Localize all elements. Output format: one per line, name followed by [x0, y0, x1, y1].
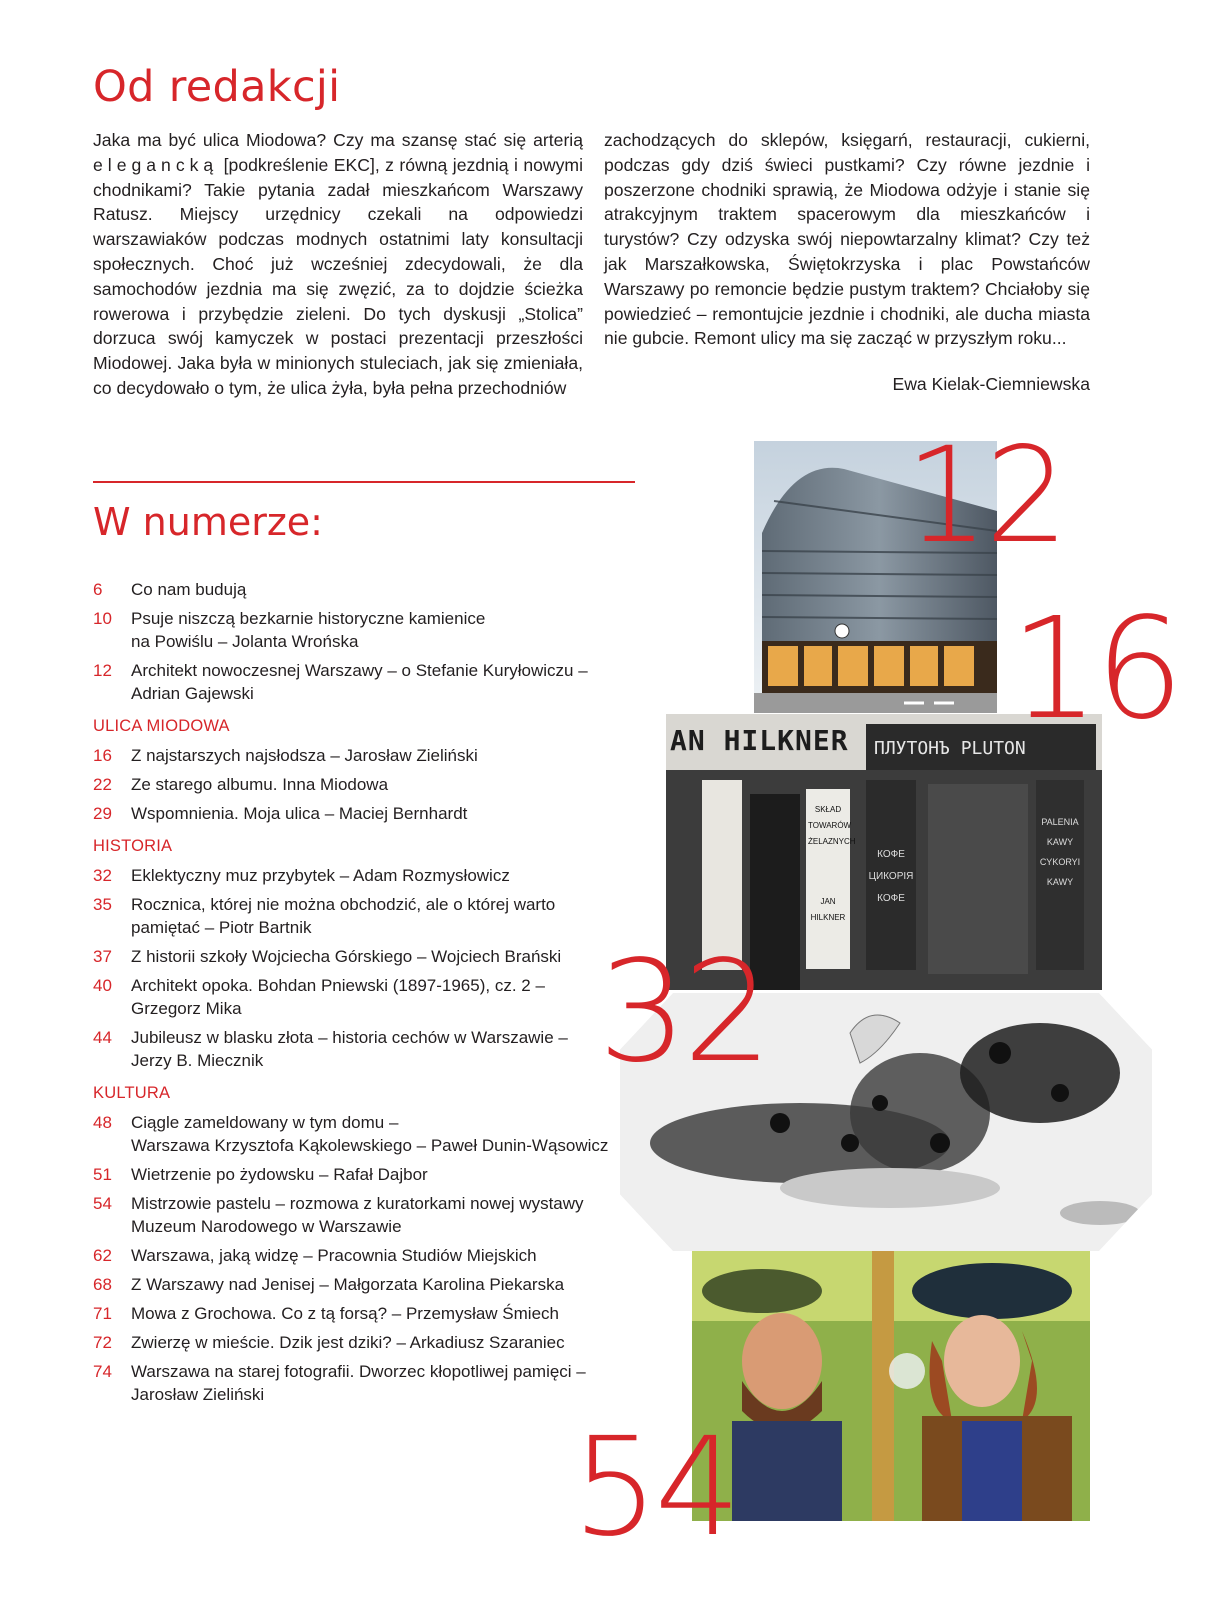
toc-entry-line: Rocznica, której nie można obchodzić, ale o której warto	[131, 895, 556, 914]
editorial-signature: Ewa Kielak-Ciemniewska	[892, 374, 1090, 394]
toc-page-number: 71	[93, 1304, 112, 1323]
toc-page-number: 62	[93, 1246, 112, 1265]
toc-entry-line: Warszawa na starej fotografii. Dworzec kłopotliwej pamięci –	[131, 1362, 586, 1381]
toc-entry-title	[131, 1111, 633, 1157]
toc-entry-title	[131, 578, 633, 601]
toc-entry-title	[131, 1163, 633, 1186]
shop-sign-right: ПЛУТОНЪ PLUTON	[874, 738, 1026, 759]
painting-two-figures	[692, 1251, 1090, 1521]
toc-entry-title	[131, 744, 633, 767]
toc-entry-line: Mowa z Grochowa. Co z tą forsą? – Przemysław Śmiech	[131, 1304, 559, 1323]
list-item	[93, 1360, 633, 1406]
toc-page-number: 35	[93, 895, 112, 914]
toc-entry-line: Warszawa Krzysztofa Kąkolewskiego – Paweł Dunin-Wąsowicz	[131, 1136, 609, 1155]
toc-page-number: 68	[93, 1275, 112, 1294]
toc-entry-line: pamiętać – Piotr Bartnik	[131, 918, 312, 937]
toc-page-number: 74	[93, 1362, 112, 1381]
toc-entry-line: Z najstarszych najsłodsza – Jarosław Zieliński	[131, 746, 478, 765]
page-number-16: 16	[1010, 588, 1181, 751]
toc-entry-title	[131, 1360, 633, 1406]
toc-section-heading: ULICA MIODOWA	[93, 717, 230, 735]
toc-page-number: 22	[93, 775, 112, 794]
toc-section-heading: HISTORIA	[93, 837, 173, 855]
toc-entry-title	[131, 1273, 633, 1296]
list-item	[93, 607, 633, 653]
toc-page-number: 16	[93, 746, 112, 765]
toc-page-number: 54	[93, 1194, 112, 1213]
list-item	[93, 945, 633, 968]
toc-entry-line: Warszawa, jaką widzę – Pracownia Studiów Miejskich	[131, 1246, 537, 1265]
editorial-column-right: zachodzących do sklepów, księgarń, restauracji, cukierni, podczas gdy dziś świeci pustkami? Czy równe jezdnie i poszerzone chodniki sprawią, że Miodowa odżyje i stanie się atrakcyjnym traktem spacerowym dla mieszkańców i turystów? Czy odzyska swój niepowtarzalny klimat? Czy też jak Marszałkowska, Świętokrzyska i plac Powstańców Warszawy po remoncie będzie pustym traktem? Chciałoby się powiedzieć – remontujcie jezdnie i chodniki, ale ducha miasta nie gubcie. Remont ulicy ma się zacząć w przyszłym roku...	[604, 130, 1090, 349]
toc-entry-line: Grzegorz Mika	[131, 999, 242, 1018]
toc-page-number: 48	[93, 1113, 112, 1132]
list-item	[93, 744, 633, 767]
toc-entry-line: Mistrzowie pastelu – rozmowa z kuratorkami nowej wystawy	[131, 1194, 584, 1213]
list-item	[93, 864, 633, 887]
toc-entry-line: Architekt opoka. Bohdan Pniewski (1897-1965), cz. 2 –	[131, 976, 545, 995]
toc-entry-title	[131, 802, 633, 825]
shop-panel-coffee: PALENIA KAWY CYKORYI KAWY	[1039, 817, 1081, 887]
page-number-12: 12	[905, 419, 1065, 573]
toc-entry-line: Wspomnienia. Moja ulica – Maciej Bernhardt	[131, 804, 468, 823]
shop-panel-tools: SKŁAD TOWARÓW ŻELAZNYCH JAN HILKNER	[808, 805, 856, 922]
toc-entry-title	[131, 1302, 633, 1325]
list-item	[93, 1331, 633, 1354]
list-item	[93, 1244, 633, 1267]
toc-entry-title	[131, 945, 633, 968]
toc-section-heading: KULTURA	[93, 1084, 171, 1102]
toc-page-number: 37	[93, 947, 112, 966]
editorial-title: Od redakcji	[93, 62, 341, 112]
list-item	[93, 1302, 633, 1325]
list-item	[93, 1273, 633, 1296]
toc-entry-title	[131, 1244, 633, 1267]
toc-entry-line: Ciągle zameldowany w tym domu –	[131, 1113, 399, 1132]
toc-page-number: 72	[93, 1333, 112, 1352]
toc-entry-line: Adrian Gajewski	[131, 684, 254, 703]
list-item	[93, 773, 633, 796]
toc-entry-title	[131, 1331, 633, 1354]
list-item	[93, 659, 633, 705]
contents-title: W numerze:	[93, 500, 323, 544]
toc-entry-line: Jarosław Zieliński	[131, 1385, 265, 1404]
list-item	[93, 974, 633, 1020]
list-item	[93, 1111, 633, 1157]
toc-entry-line: Eklektyczny muz przybytek – Adam Rozmysłowicz	[131, 866, 510, 885]
list-item	[93, 802, 633, 825]
toc-entry-title	[131, 1026, 633, 1072]
toc-page-number: 32	[93, 866, 112, 885]
toc-page-number: 6	[93, 580, 103, 599]
section-divider	[93, 481, 635, 483]
editorial-column-left: Jaka ma być ulica Miodowa? Czy ma szansę stać się arterią elegancką [podkreślenie EKC], z równą jezdnią i nowymi chodnikami? Takie pytania zadał mieszkańcom Warszawy Ratusz. Miejscy urzędnicy czekali na odpowiedzi warszawiaków podczas modnych ostatnimi laty konsultacji społecznych. Choć już wcześniej zdecydowali, że dla samochodów jezdnia ma się zwęzić, za to dojdzie ścieżka rowerowa i przybędzie zieleni. Do tych dyskusji „Stolica” dorzuca swój kamyczek w postaci prezentacji przeszłości Miodowej. Jaka była w minionych stuleciach, jak się zmieniała, co decydowało o tym, że ulica żyła, była pełna przechodniów	[93, 130, 583, 398]
toc-entry-line: Wietrzenie po żydowsku – Rafał Dajbor	[131, 1165, 428, 1184]
toc-entry-line: Jubileusz w blasku złota – historia cechów w Warszawie –	[131, 1028, 568, 1047]
toc-entry-line: Architekt nowoczesnej Warszawy – o Stefanie Kuryłowiczu –	[131, 661, 588, 680]
toc-entry-line: Jerzy B. Miecznik	[131, 1051, 264, 1070]
toc-entry-line: Co nam budują	[131, 580, 247, 599]
shop-sign-left: AN HILKNER	[670, 724, 849, 757]
toc-page-number: 51	[93, 1165, 112, 1184]
list-item	[93, 1026, 633, 1072]
toc-entry-title	[131, 659, 633, 705]
toc-entry-title	[131, 773, 633, 796]
list-item	[93, 1163, 633, 1186]
toc-page-number: 12	[93, 661, 112, 680]
page-number-32: 32	[598, 931, 769, 1094]
shop-panel-cyrillic: КОФЕ ЦИКОРІЯ КОФЕ	[868, 849, 914, 904]
toc-entry-line: na Powiślu – Jolanta Wrońska	[131, 632, 359, 651]
toc-entry-line: Muzeum Narodowego w Warszawie	[131, 1217, 402, 1236]
list-item	[93, 578, 633, 601]
toc-entry-title	[131, 974, 633, 1020]
page-number-54: 54	[572, 1409, 738, 1567]
toc-page-number: 29	[93, 804, 112, 823]
toc-entry-line: Z historii szkoły Wojciecha Górskiego – Wojciech Brański	[131, 947, 562, 966]
toc-entry-title	[131, 1192, 633, 1238]
toc-entry-title	[131, 893, 633, 939]
toc-page-number: 44	[93, 1028, 112, 1047]
toc-entry-title	[131, 864, 633, 887]
table-of-contents	[93, 578, 633, 1412]
list-item	[93, 1192, 633, 1238]
toc-page-number: 40	[93, 976, 112, 995]
toc-page-number: 10	[93, 609, 112, 628]
toc-entry-line: Zwierzę w mieście. Dzik jest dziki? – Arkadiusz Szaraniec	[131, 1333, 565, 1352]
toc-entry-line: Z Warszawy nad Jenisej – Małgorzata Karolina Piekarska	[131, 1275, 565, 1294]
list-item	[93, 893, 633, 939]
spaced-emphasis: elegancką	[93, 154, 219, 175]
toc-entry-line: Ze starego albumu. Inna Miodowa	[131, 775, 389, 794]
toc-entry-line: Psuje niszczą bezkarnie historyczne kamienice	[131, 609, 486, 628]
toc-entry-title	[131, 607, 633, 653]
